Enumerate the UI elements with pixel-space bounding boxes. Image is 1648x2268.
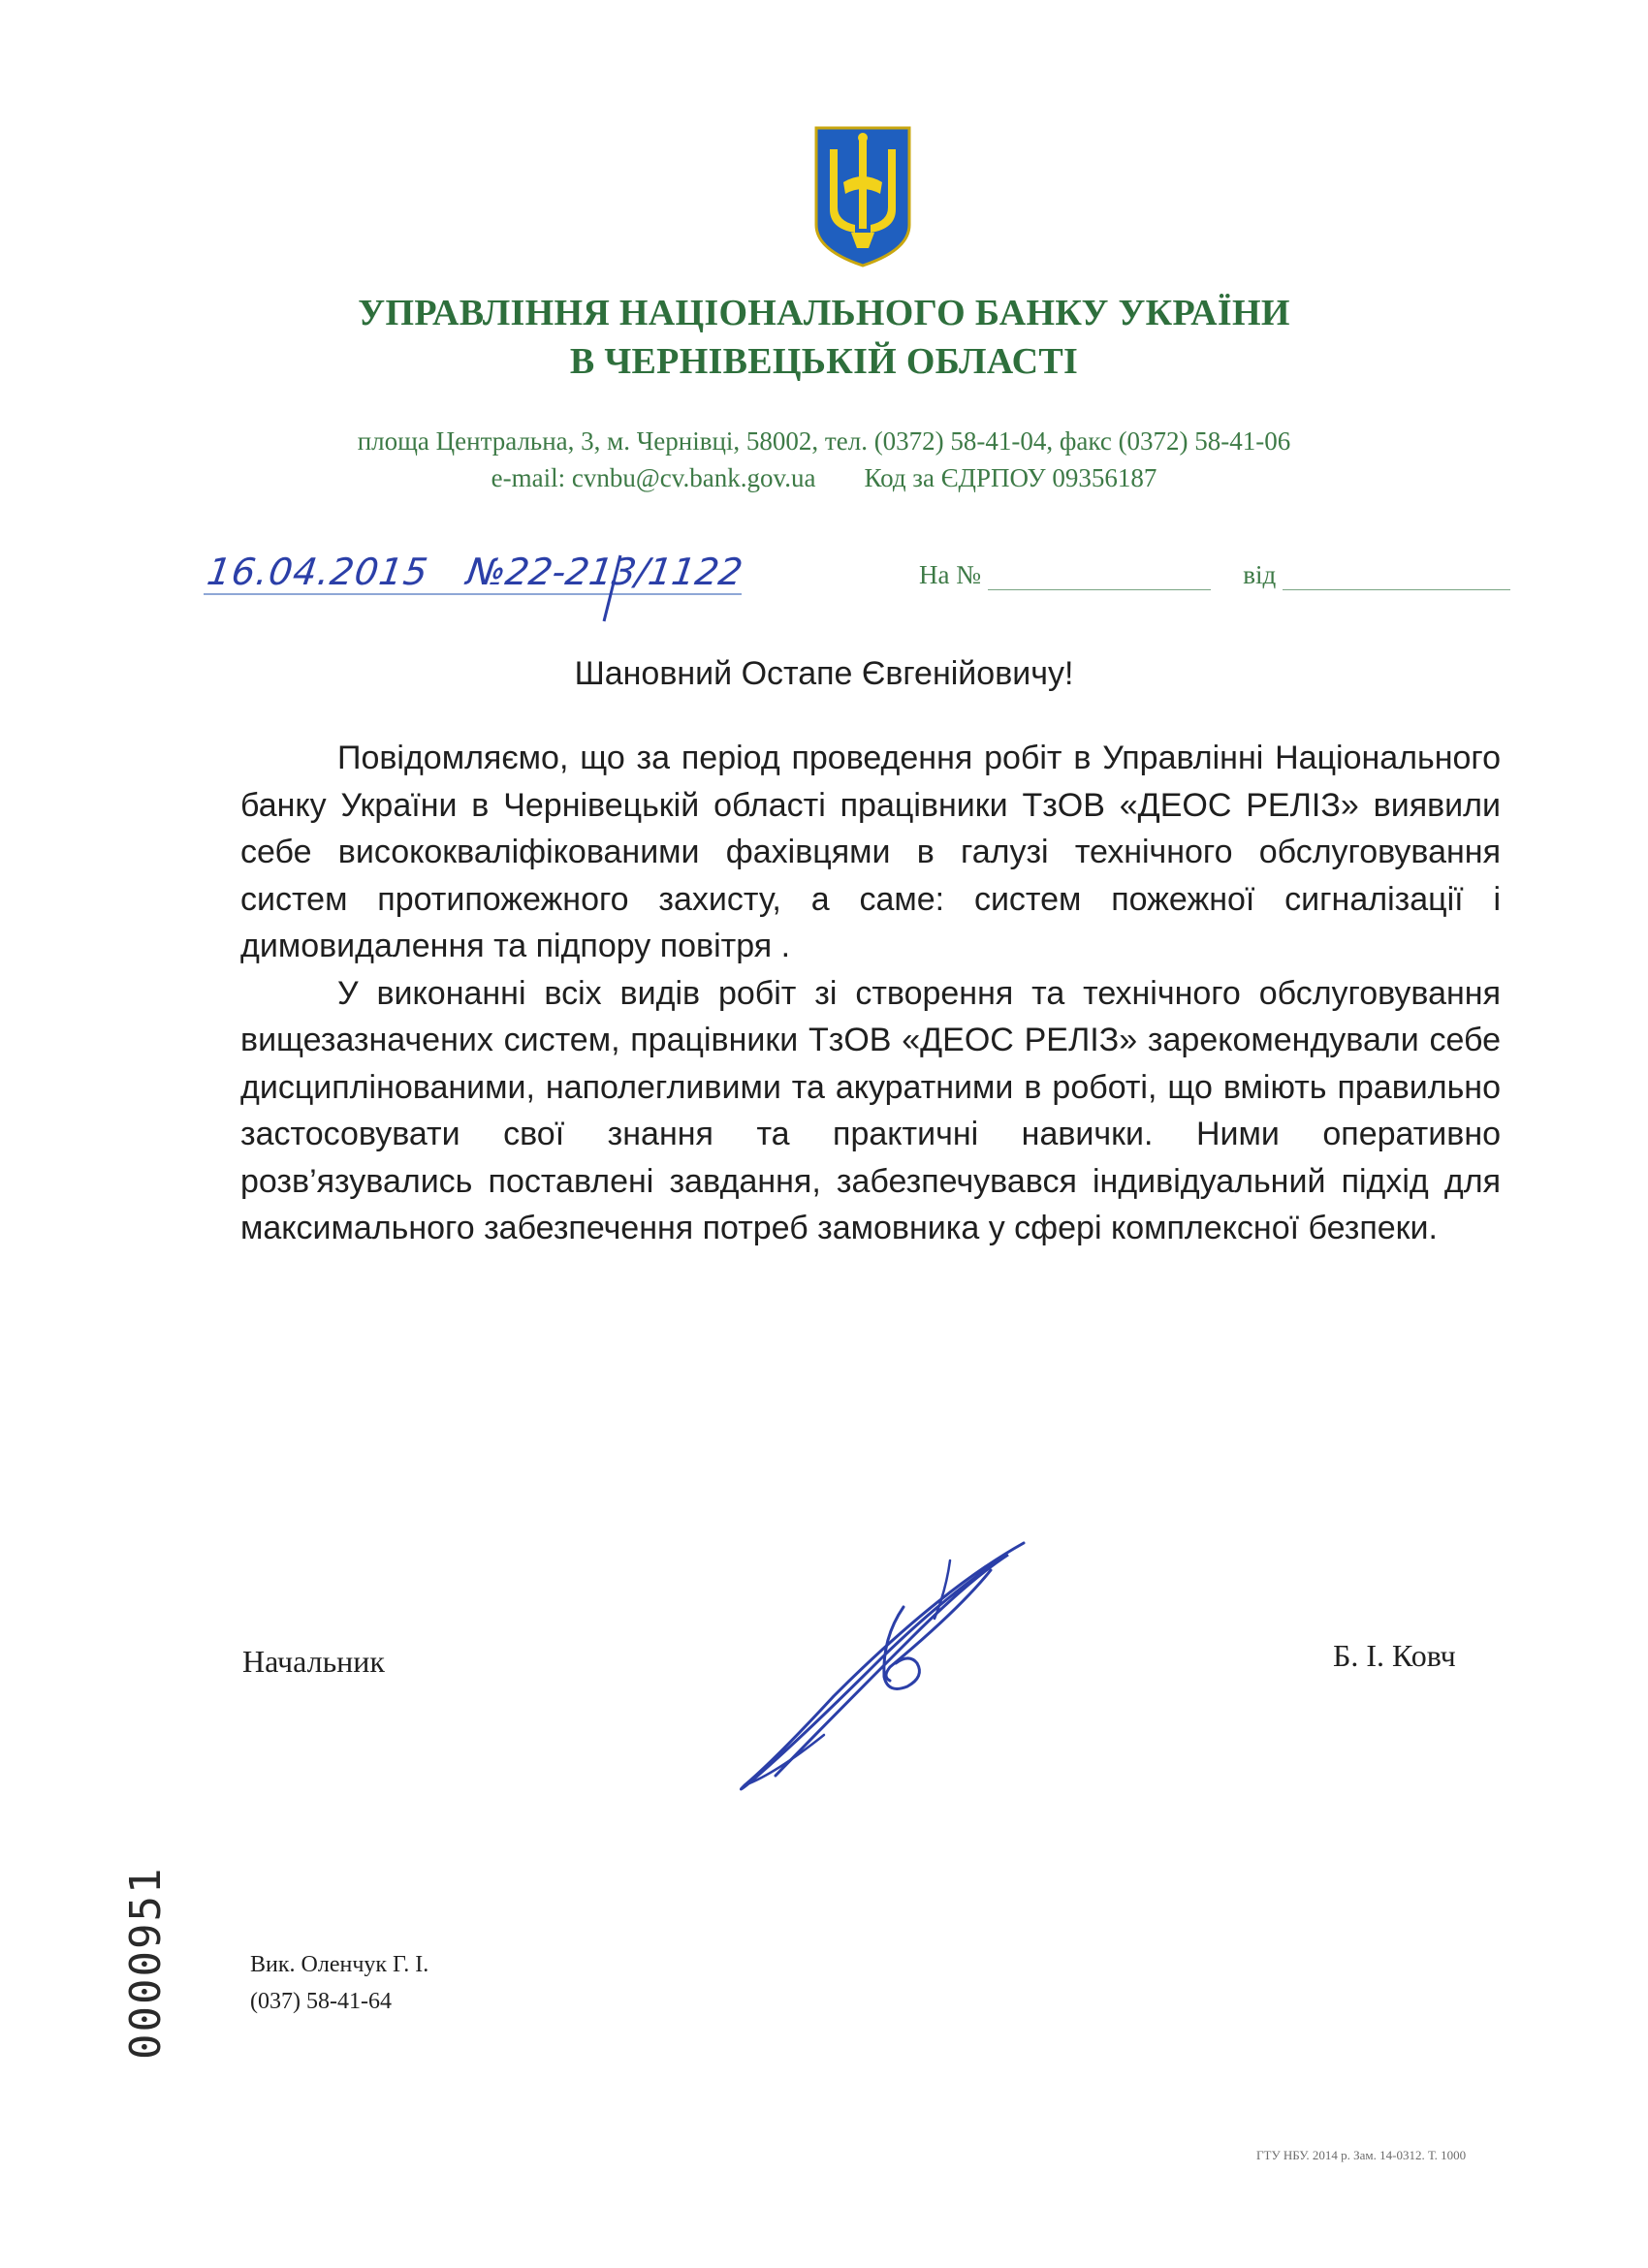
handwritten-signature bbox=[717, 1531, 1037, 1803]
printer-imprint: ГТУ НБУ. 2014 р. Зам. 14-0312. Т. 1000 bbox=[1256, 2148, 1467, 2162]
organization-name bbox=[0, 289, 1648, 386]
coat-of-arms-icon bbox=[812, 124, 913, 268]
edrpou-code: Код за ЄДРПОУ 09356187 bbox=[864, 463, 1157, 492]
letter-body bbox=[240, 735, 1501, 1252]
registration-number bbox=[464, 551, 745, 593]
reply-date-label: від bbox=[1243, 560, 1277, 589]
organization-name-line1: УПРАВЛІННЯ НАЦІОНАЛЬНОГО БАНКУ УКРАЇНИ bbox=[358, 293, 1290, 333]
reply-to-label: На № bbox=[919, 560, 981, 589]
registration-underline bbox=[204, 593, 742, 595]
registration-date: 16.04.2015 bbox=[204, 551, 431, 593]
email-text: e-mail: cvnbu@cv.bank.gov.ua bbox=[491, 463, 816, 492]
executor-info bbox=[250, 1946, 428, 2020]
paragraph-2: У виконанні всіх видів робіт зі створення та технічного обслуговування вищезазначених систем, працівники ТзОВ «ДЕОС РЕЛІЗ» зарекомендували себе дисциплінованими, наполегливими та акуратними в роботі, що вміють правильно застосовувати свої знання та практичні навички. Ними оперативно розв’язувались поставлені завдання, забезпечувався індивідуальний підхід для максимального забезпечення потреб замовника у сфері комплексної безпеки. bbox=[240, 974, 1501, 1246]
signatory-name: Б. І. Ковч bbox=[1333, 1638, 1456, 1673]
organization-contacts bbox=[0, 423, 1648, 496]
address-line: площа Центральна, 3, м. Чернівці, 58002, тел. (0372) 58-41-04, факс (0372) 58-41-06 bbox=[357, 426, 1291, 456]
executor-name: Вик. Оленчук Г. І. bbox=[250, 1952, 429, 1977]
reply-reference bbox=[919, 560, 1510, 590]
contacts-line-2 bbox=[0, 459, 1648, 496]
reply-number-blank bbox=[988, 564, 1211, 590]
registration-number-prefix: № bbox=[463, 551, 509, 593]
reply-date-blank bbox=[1283, 564, 1510, 590]
executor-phone: (037) 58-41-64 bbox=[250, 1989, 392, 2014]
serial-number: 0000951 bbox=[121, 1866, 171, 2060]
registration-number-value: 22-213/1122 bbox=[502, 551, 745, 593]
organization-name-line2: В ЧЕРНІВЕЦЬКІЙ ОБЛАСТІ bbox=[569, 341, 1079, 382]
salutation: Шановний Остапе Євгенійовичу! bbox=[574, 655, 1074, 692]
paragraph-1: Повідомляємо, що за період проведення робіт в Управлінні Національного банку України в Чернівецькій області працівники ТзОВ «ДЕОС РЕЛІЗ» виявили себе висококваліфікованими фахівцями в галузі технічного обслуговування систем протипожежного захисту, а саме: систем пожежної сигналізації і димовидалення та підпору повітря . bbox=[240, 740, 1501, 964]
signatory-title: Начальник bbox=[242, 1644, 385, 1679]
